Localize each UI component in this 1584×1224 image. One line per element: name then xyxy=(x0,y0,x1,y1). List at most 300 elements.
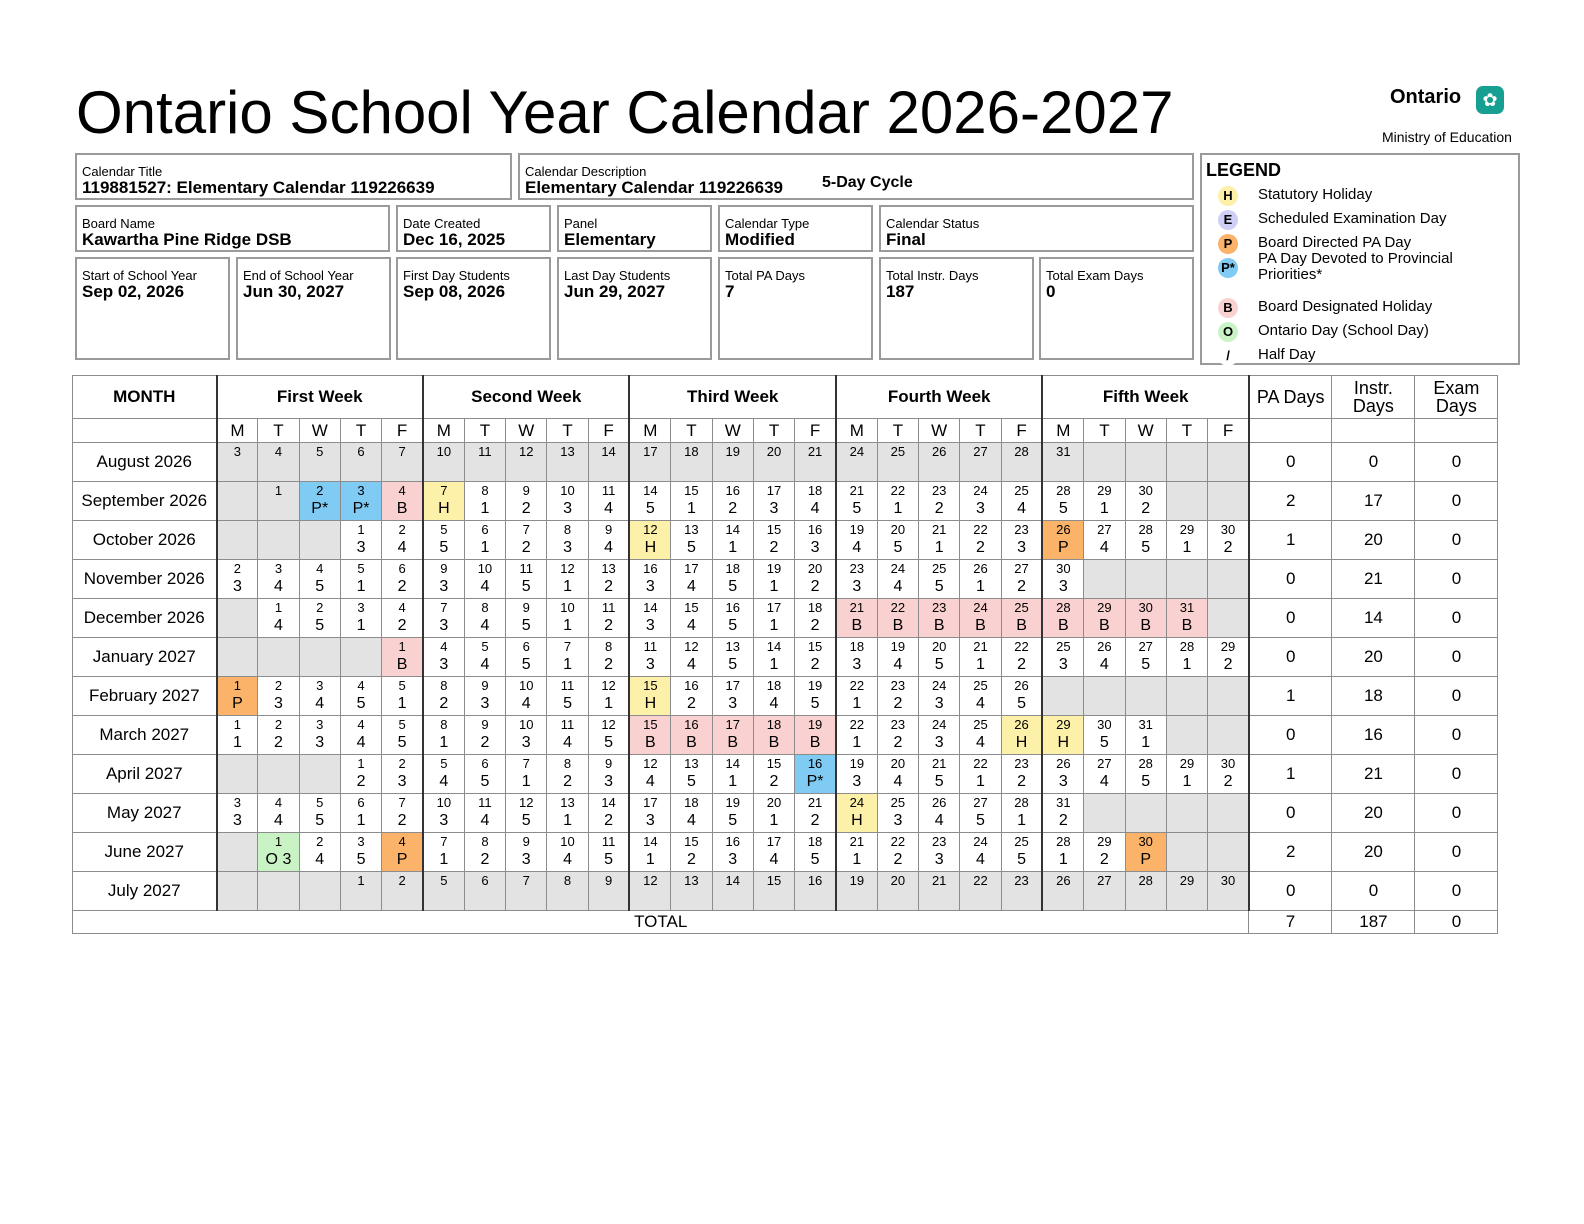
cycle-code: 2 xyxy=(397,578,407,595)
date-number: 8 xyxy=(440,678,448,693)
day-cell xyxy=(1208,794,1249,833)
date-number: 2 xyxy=(233,561,242,576)
date-number: 18 xyxy=(849,639,865,654)
cycle-code: 1 xyxy=(1099,500,1109,517)
blank-cell xyxy=(1332,419,1415,443)
date-number: 12 xyxy=(518,444,534,459)
date-number: 21 xyxy=(931,756,947,771)
exam-days-value: 0 xyxy=(1415,443,1498,482)
month-row xyxy=(73,560,1498,599)
date-number: 5 xyxy=(316,444,324,459)
month-row xyxy=(73,872,1498,911)
day-cell xyxy=(258,716,299,755)
legend-swatch: P* xyxy=(1218,258,1238,278)
week-header: First Week xyxy=(217,376,423,419)
cycle-code: 1 xyxy=(852,851,862,868)
date-number: 18 xyxy=(684,444,699,459)
date-number: 6 xyxy=(481,522,489,537)
date-number: 14 xyxy=(601,444,616,459)
ministry-label: Ministry of Education xyxy=(1382,129,1512,145)
calendar-status-value: Final xyxy=(886,230,926,249)
day-letter: T xyxy=(1166,419,1207,443)
calendar-title-box xyxy=(75,153,512,200)
end-year-label: End of School Year xyxy=(243,268,354,283)
date-number: 11 xyxy=(478,795,492,810)
cycle-code: 3 xyxy=(439,617,449,634)
date-number: 30 xyxy=(1220,873,1236,888)
cycle-code: 2 xyxy=(604,578,614,595)
cycle-code: 4 xyxy=(645,773,655,790)
day-cell xyxy=(423,560,464,599)
day-cell xyxy=(588,716,629,755)
day-cell xyxy=(712,872,753,911)
date-number: 5 xyxy=(357,561,365,576)
total-pa-label: Total PA Days xyxy=(725,268,805,283)
day-cell xyxy=(588,872,629,911)
exam-days-value: 0 xyxy=(1415,716,1498,755)
cycle-code: 2 xyxy=(686,695,696,712)
date-number: 5 xyxy=(398,717,406,732)
date-number: 25 xyxy=(931,561,947,576)
date-number: 9 xyxy=(481,717,489,732)
day-cell xyxy=(877,794,918,833)
date-number: 6 xyxy=(481,756,489,771)
day-cell xyxy=(877,755,918,794)
date-number: 30 xyxy=(1097,717,1112,732)
date-number: 28 xyxy=(1138,522,1153,537)
day-cell xyxy=(423,638,464,677)
day-cell xyxy=(1001,833,1042,872)
date-number: 15 xyxy=(807,639,823,654)
cycle-code: 4 xyxy=(893,578,903,595)
calendar-description-label: Calendar Description xyxy=(525,164,647,179)
day-cell xyxy=(671,599,712,638)
end-year-box xyxy=(236,257,391,360)
cycle-code: 2 xyxy=(480,734,490,751)
date-number: 9 xyxy=(604,756,613,771)
day-cell xyxy=(547,599,588,638)
cycle-code: 1 xyxy=(728,539,738,556)
cycle-code: 2 xyxy=(521,539,531,556)
exam-days-value: 0 xyxy=(1415,599,1498,638)
day-cell xyxy=(753,677,794,716)
cycle-code: 3 xyxy=(852,773,862,790)
cycle-code: 2 xyxy=(976,539,985,556)
day-letter: M xyxy=(217,419,258,443)
legend-item xyxy=(1202,297,1512,319)
cycle-code: 3 xyxy=(1058,773,1068,790)
first-day-label: First Day Students xyxy=(403,268,510,283)
instr-days-value: 20 xyxy=(1332,638,1415,677)
date-number: 19 xyxy=(849,522,865,537)
day-cell xyxy=(547,755,588,794)
panel-box xyxy=(557,205,712,252)
cycle-code: 1 xyxy=(893,500,903,517)
date-number: 7 xyxy=(440,600,448,615)
cycle-code: 3 xyxy=(273,695,283,712)
instr-days-value: 20 xyxy=(1332,521,1415,560)
day-cell xyxy=(1001,716,1042,755)
date-number: 27 xyxy=(1138,639,1153,654)
day-cell xyxy=(919,872,960,911)
date-number: 20 xyxy=(766,795,782,810)
cycle-code: B xyxy=(1058,617,1069,634)
date-number: 20 xyxy=(931,639,947,654)
day-cell xyxy=(464,794,505,833)
cycle-code: 4 xyxy=(686,812,696,829)
date-number: 12 xyxy=(684,639,699,654)
day-cell xyxy=(712,677,753,716)
day-cell xyxy=(960,872,1001,911)
day-cell xyxy=(1125,482,1166,521)
month-name: August 2026 xyxy=(73,443,217,482)
date-number: 21 xyxy=(931,522,947,537)
date-number: 26 xyxy=(931,795,947,810)
date-number: 28 xyxy=(1138,873,1153,888)
day-cell xyxy=(1125,794,1166,833)
date-number: 28 xyxy=(1056,600,1071,615)
cycle-code: 3 xyxy=(232,812,242,829)
date-number: 16 xyxy=(643,561,658,576)
date-number: 12 xyxy=(518,795,534,810)
date-number: 29 xyxy=(1220,639,1236,654)
day-cell xyxy=(671,794,712,833)
date-number: 16 xyxy=(807,873,823,888)
day-cell xyxy=(1042,560,1083,599)
day-cell xyxy=(299,638,340,677)
date-number: 26 xyxy=(1056,873,1071,888)
month-name: February 2027 xyxy=(73,677,217,716)
date-number: 8 xyxy=(563,522,572,537)
cycle-code: 3 xyxy=(645,812,655,829)
date-number: 3 xyxy=(316,678,324,693)
cycle-code: 5 xyxy=(604,851,614,868)
cycle-code: P xyxy=(1140,851,1152,868)
cycle-code: 5 xyxy=(976,812,985,829)
cycle-code: 1 xyxy=(1058,851,1068,868)
day-cell xyxy=(795,443,836,482)
cycle-code: 2 xyxy=(893,734,903,751)
date-number: 2 xyxy=(398,873,406,888)
date-number: 26 xyxy=(1014,678,1029,693)
day-cell xyxy=(1042,872,1083,911)
cycle-code: 1 xyxy=(852,734,862,751)
date-number: 20 xyxy=(766,444,782,459)
date-number: 15 xyxy=(684,483,699,498)
day-cell xyxy=(1166,638,1207,677)
day-cell xyxy=(464,482,505,521)
day-cell xyxy=(382,872,423,911)
exam-days-value: 0 xyxy=(1415,755,1498,794)
day-cell xyxy=(919,794,960,833)
date-number: 29 xyxy=(1179,756,1195,771)
cycle-code: 5 xyxy=(1017,851,1026,868)
week-header: Second Week xyxy=(423,376,629,419)
day-cell xyxy=(960,482,1001,521)
day-cell xyxy=(671,521,712,560)
date-number: 2 xyxy=(316,600,324,615)
date-number: 22 xyxy=(973,756,988,771)
cycle-code: H xyxy=(644,539,657,556)
cycle-code: H xyxy=(1015,734,1028,751)
day-cell xyxy=(712,833,753,872)
day-cell xyxy=(299,677,340,716)
cycle-code: 1 xyxy=(563,656,572,673)
cycle-code: 2 xyxy=(686,851,696,868)
cycle-code: 1 xyxy=(686,500,696,517)
cycle-code: 5 xyxy=(521,578,531,595)
total-exam-label: Total Exam Days xyxy=(1046,268,1144,283)
cycle-code: 4 xyxy=(686,656,696,673)
cycle-code: 5 xyxy=(1017,695,1026,712)
date-number: 25 xyxy=(973,717,988,732)
date-number: 25 xyxy=(890,795,906,810)
cycle-code: 5 xyxy=(356,695,366,712)
cycle-code: 2 xyxy=(439,695,449,712)
date-number: 24 xyxy=(849,795,865,810)
day-cell xyxy=(423,482,464,521)
cycle-code: 3 xyxy=(315,734,325,751)
cycle-code: 5 xyxy=(480,773,490,790)
day-cell xyxy=(588,677,629,716)
day-cell xyxy=(1208,482,1249,521)
board-name-label: Board Name xyxy=(82,216,155,231)
day-cell xyxy=(877,716,918,755)
date-created-label: Date Created xyxy=(403,216,481,231)
date-number: 24 xyxy=(973,834,988,849)
date-number: 1 xyxy=(274,600,283,615)
cycle-code: 4 xyxy=(1099,773,1109,790)
day-cell xyxy=(1001,677,1042,716)
date-number: 26 xyxy=(1056,522,1071,537)
day-cell xyxy=(795,521,836,560)
day-cell xyxy=(547,443,588,482)
date-number: 13 xyxy=(684,522,699,537)
cycle-code: 4 xyxy=(480,617,490,634)
day-cell xyxy=(712,794,753,833)
cycle-code: 4 xyxy=(604,539,614,556)
pa-days-value: 0 xyxy=(1249,872,1332,911)
day-cell xyxy=(753,794,794,833)
cycle-code: 2 xyxy=(1223,539,1233,556)
day-letter: M xyxy=(423,419,464,443)
pa-days-value: 0 xyxy=(1249,443,1332,482)
cycle-code: 4 xyxy=(356,734,366,751)
date-number: 26 xyxy=(1014,717,1029,732)
date-number: 22 xyxy=(1014,639,1029,654)
week-header: Fourth Week xyxy=(836,376,1042,419)
day-cell xyxy=(877,833,918,872)
cycle-code: 4 xyxy=(976,695,985,712)
cycle-code: 5 xyxy=(645,500,655,517)
day-cell xyxy=(753,638,794,677)
date-number: 10 xyxy=(560,834,575,849)
cycle-code: B xyxy=(892,617,904,634)
day-cell xyxy=(464,716,505,755)
cycle-code: 1 xyxy=(645,851,655,868)
cycle-code: 1 xyxy=(976,773,985,790)
cycle-code: 2 xyxy=(810,578,820,595)
day-cell xyxy=(629,755,670,794)
date-number: 20 xyxy=(890,873,906,888)
exam-days-value: 0 xyxy=(1415,560,1498,599)
cycle-code: 4 xyxy=(604,500,614,517)
day-cell xyxy=(423,443,464,482)
day-cell xyxy=(217,638,258,677)
day-cell xyxy=(217,755,258,794)
cycle-code: 3 xyxy=(439,656,449,673)
day-cell xyxy=(1084,482,1125,521)
cycle-code: B xyxy=(396,500,408,517)
date-number: 22 xyxy=(890,483,906,498)
day-cell xyxy=(506,482,547,521)
day-cell xyxy=(877,521,918,560)
date-number: 9 xyxy=(440,561,448,576)
cycle-code: 3 xyxy=(810,539,820,556)
date-number: 23 xyxy=(849,561,865,576)
cycle-code: 3 xyxy=(480,695,490,712)
date-number: 13 xyxy=(725,639,740,654)
day-cell xyxy=(464,755,505,794)
day-cell xyxy=(423,716,464,755)
cycle-code: 2 xyxy=(604,617,614,634)
cycle-code: 3 xyxy=(521,734,531,751)
cycle-code: 4 xyxy=(686,578,696,595)
day-cell xyxy=(464,521,505,560)
day-cell xyxy=(1166,755,1207,794)
cycle-code: 1 xyxy=(976,578,985,595)
date-number: 1 xyxy=(233,717,242,732)
cycle-code: 2 xyxy=(810,617,820,634)
date-number: 2 xyxy=(316,483,324,498)
cycle-code: 3 xyxy=(1017,539,1026,556)
legend-item xyxy=(1202,345,1512,367)
day-cell xyxy=(1166,677,1207,716)
day-cell xyxy=(217,521,258,560)
pa-days-value: 0 xyxy=(1249,638,1332,677)
legend-label: Statutory Holiday xyxy=(1258,186,1373,203)
day-cell xyxy=(795,794,836,833)
day-cell xyxy=(340,521,381,560)
date-number: 17 xyxy=(766,483,782,498)
pa-days-value: 0 xyxy=(1249,599,1332,638)
day-cell xyxy=(299,716,340,755)
blank-cell xyxy=(1249,419,1332,443)
day-cell xyxy=(506,521,547,560)
cycle-code: 1 xyxy=(1182,656,1192,673)
day-cell xyxy=(1042,482,1083,521)
day-cell xyxy=(258,638,299,677)
day-cell xyxy=(299,794,340,833)
cycle-code: 2 xyxy=(728,500,738,517)
cycle-code: 3 xyxy=(769,500,779,517)
day-cell xyxy=(1166,833,1207,872)
legend-item xyxy=(1202,250,1512,283)
day-cell xyxy=(217,482,258,521)
day-cell xyxy=(836,599,877,638)
day-cell xyxy=(547,482,588,521)
date-number: 19 xyxy=(766,561,782,576)
legend xyxy=(1200,153,1520,365)
cycle-code: 2 xyxy=(1017,578,1026,595)
day-cell xyxy=(382,677,423,716)
day-cell xyxy=(836,716,877,755)
date-number: 7 xyxy=(563,639,572,654)
date-number: 11 xyxy=(560,678,575,693)
date-number: 26 xyxy=(1056,756,1071,771)
day-cell xyxy=(919,560,960,599)
date-number: 23 xyxy=(931,600,947,615)
date-number: 31 xyxy=(1056,795,1071,810)
day-cell xyxy=(217,716,258,755)
day-cell xyxy=(423,677,464,716)
cycle-code: 5 xyxy=(397,734,407,751)
day-cell xyxy=(1084,833,1125,872)
date-number: 12 xyxy=(643,522,658,537)
day-cell xyxy=(1166,560,1207,599)
day-cell xyxy=(877,482,918,521)
day-cell xyxy=(1001,638,1042,677)
cycle-code: 4 xyxy=(1099,539,1109,556)
cycle-code: O 3 xyxy=(265,851,292,868)
day-cell xyxy=(1084,755,1125,794)
day-cell xyxy=(588,599,629,638)
day-letter: W xyxy=(506,419,547,443)
end-year-value: Jun 30, 2027 xyxy=(243,282,345,301)
legend-label: Ontario Day (School Day) xyxy=(1258,322,1429,339)
cycle-code: P xyxy=(396,851,408,868)
cycle-code: 5 xyxy=(521,656,531,673)
cycle-code: 3 xyxy=(232,578,242,595)
date-number: 4 xyxy=(357,717,365,732)
date-number: 7 xyxy=(398,444,406,459)
date-number: 6 xyxy=(398,561,406,576)
date-number: 16 xyxy=(725,600,740,615)
day-cell xyxy=(382,638,423,677)
panel-value: Elementary xyxy=(564,230,656,249)
cycle-code: 5 xyxy=(934,578,944,595)
date-number: 9 xyxy=(604,522,613,537)
cycle-code: P* xyxy=(352,500,370,517)
day-cell xyxy=(423,599,464,638)
date-number: 1 xyxy=(357,522,365,537)
cycle-code: 3 xyxy=(934,695,944,712)
calendar-description-value: Elementary Calendar 119226639 xyxy=(525,178,784,197)
cycle-code: 2 xyxy=(1017,773,1026,790)
date-number: 13 xyxy=(684,756,699,771)
day-cell xyxy=(919,482,960,521)
legend-label: Board Directed PA Day xyxy=(1258,234,1412,251)
pa-days-value: 1 xyxy=(1249,521,1332,560)
cycle-code: 4 xyxy=(976,734,985,751)
day-cell xyxy=(382,521,423,560)
day-cell xyxy=(1166,443,1207,482)
pa-days-value: 2 xyxy=(1249,833,1332,872)
day-cell xyxy=(1084,560,1125,599)
date-number: 15 xyxy=(766,873,782,888)
cycle-code: 1 xyxy=(356,578,366,595)
date-number: 23 xyxy=(890,717,906,732)
cycle-code: 4 xyxy=(893,656,903,673)
cycle-code: 2 xyxy=(1017,656,1026,673)
day-cell xyxy=(919,521,960,560)
day-cell xyxy=(258,755,299,794)
date-number: 15 xyxy=(766,522,782,537)
cycle-code: 3 xyxy=(397,773,407,790)
cycle-code: 1 xyxy=(1182,773,1192,790)
day-cell xyxy=(1084,872,1125,911)
day-cell xyxy=(217,560,258,599)
